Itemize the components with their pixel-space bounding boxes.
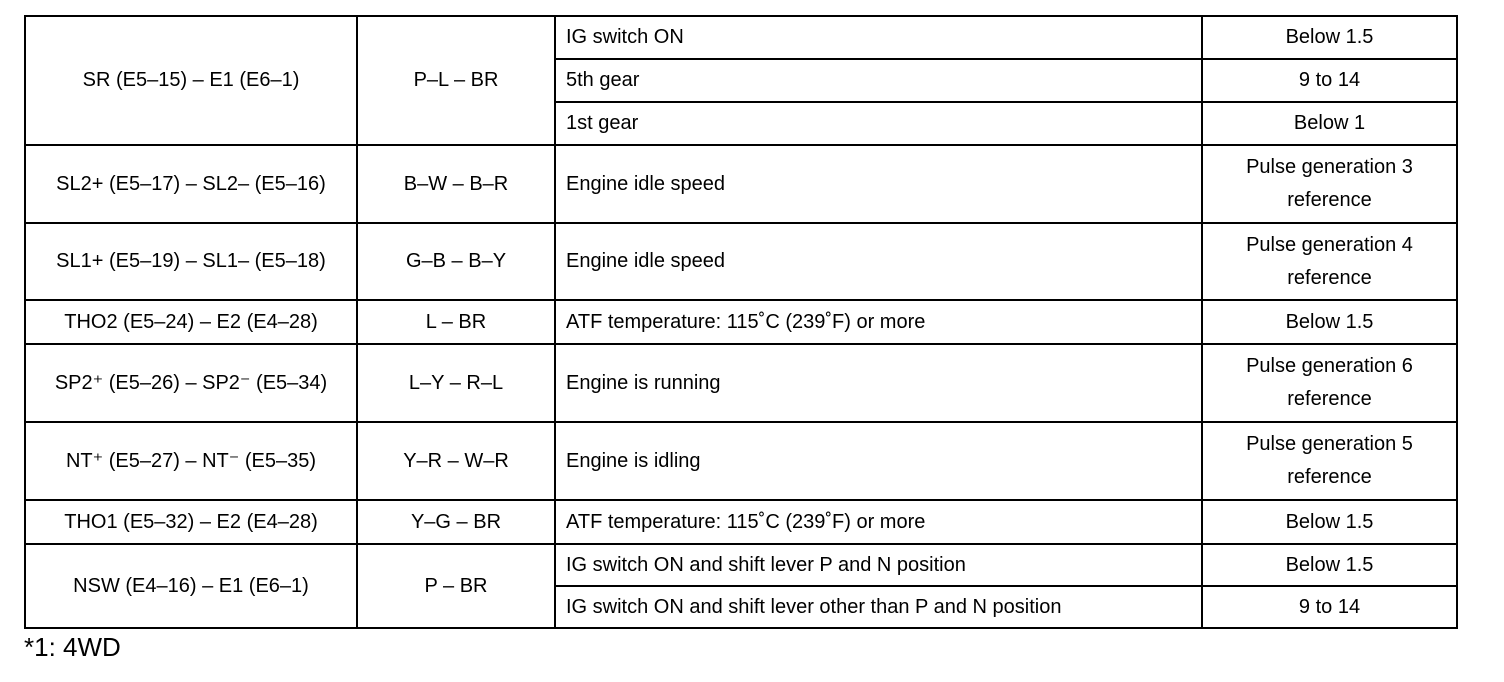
table-row [25,422,1457,500]
standard-cell: Pulse generation 3 reference [1202,145,1457,223]
table-row [25,223,1457,300]
standard-cell: 9 to 14 [1202,59,1457,102]
table-row [25,300,1457,344]
wiring-color-cell: Y–R – W–R [357,422,555,500]
standard-cell: Below 1 [1202,102,1457,145]
wiring-color-cell: L – BR [357,300,555,344]
standard-cell: Pulse generation 4 reference [1202,223,1457,300]
standard-cell: Below 1.5 [1202,500,1457,544]
table-row [25,544,1457,586]
standard-cell: Below 1.5 [1202,16,1457,59]
standard-cell: Pulse generation 5 reference [1202,422,1457,500]
terminal-cell: THO1 (E5–32) – E2 (E4–28) [25,500,357,544]
table-row [25,344,1457,422]
standard-cell: Below 1.5 [1202,300,1457,344]
terminal-spec-table [24,15,1458,629]
table-body [25,16,1457,628]
terminal-cell: SR (E5–15) – E1 (E6–1) [25,16,357,145]
wiring-color-cell: P – BR [357,544,555,628]
terminal-cell: THO2 (E5–24) – E2 (E4–28) [25,300,357,344]
wiring-color-cell: L–Y – R–L [357,344,555,422]
standard-cell: Below 1.5 [1202,544,1457,586]
condition-cell: IG switch ON and shift lever other than P and N position [555,586,1202,628]
condition-cell: Engine idle speed [555,223,1202,300]
terminal-cell: SP2⁺ (E5–26) – SP2⁻ (E5–34) [25,344,357,422]
condition-cell: ATF temperature: 115˚C (239˚F) or more [555,300,1202,344]
standard-cell: 9 to 14 [1202,586,1457,628]
table-row [25,145,1457,223]
condition-cell: Engine idle speed [555,145,1202,223]
footnote: *1: 4WD [24,632,121,662]
condition-cell: ATF temperature: 115˚C (239˚F) or more [555,500,1202,544]
table-row [25,16,1457,59]
standard-cell: Pulse generation 6 reference [1202,344,1457,422]
wiring-color-cell: Y–G – BR [357,500,555,544]
terminal-cell: NSW (E4–16) – E1 (E6–1) [25,544,357,628]
condition-cell: 1st gear [555,102,1202,145]
terminal-cell: SL1+ (E5–19) – SL1– (E5–18) [25,223,357,300]
condition-cell: Engine is idling [555,422,1202,500]
terminal-cell: SL2+ (E5–17) – SL2– (E5–16) [25,145,357,223]
condition-cell: IG switch ON [555,16,1202,59]
condition-cell: Engine is running [555,344,1202,422]
wiring-color-cell: B–W – B–R [357,145,555,223]
terminal-cell: NT⁺ (E5–27) – NT⁻ (E5–35) [25,422,357,500]
wiring-color-cell: G–B – B–Y [357,223,555,300]
wiring-color-cell: P–L – BR [357,16,555,145]
table-row [25,500,1457,544]
condition-cell: 5th gear [555,59,1202,102]
condition-cell: IG switch ON and shift lever P and N position [555,544,1202,586]
